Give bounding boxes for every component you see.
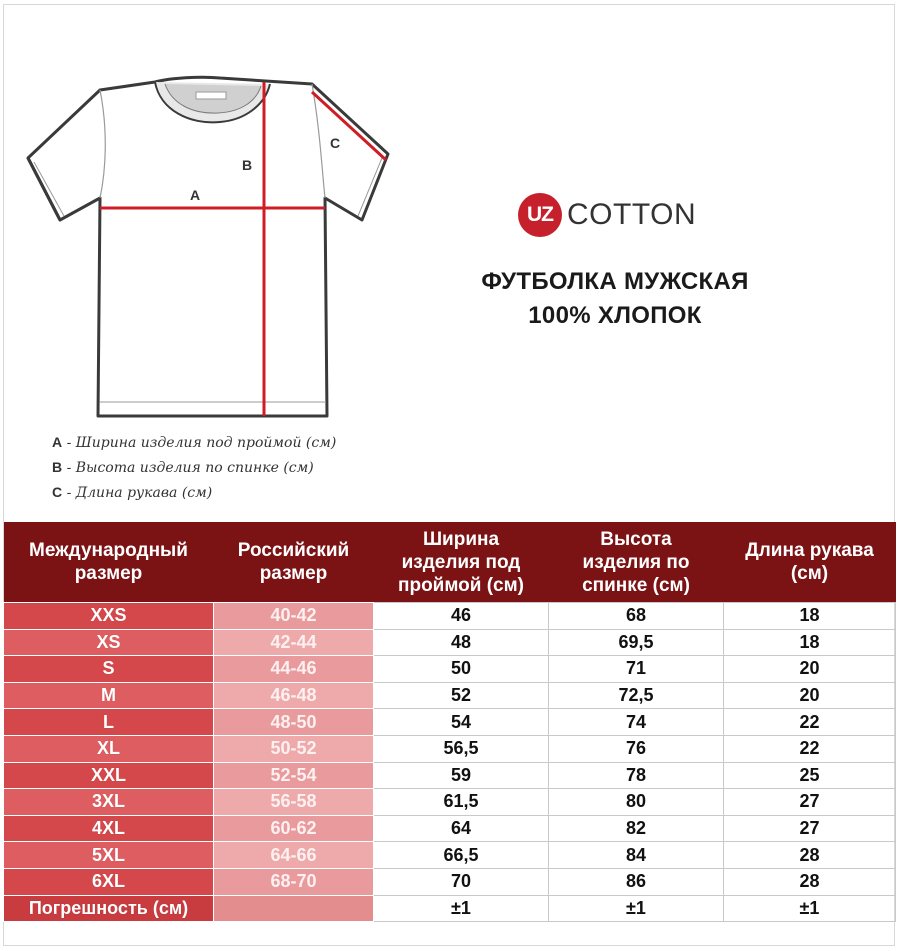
table-row (4, 656, 896, 683)
cell-tolerance-width: ±1 (374, 895, 549, 922)
cell-sleeve: 28 (724, 842, 896, 869)
cell-int-size: XS (4, 629, 214, 656)
table-row (4, 709, 896, 736)
table-row (4, 842, 896, 869)
cell-height: 74 (549, 709, 724, 736)
cell-sleeve: 22 (724, 709, 896, 736)
cell-int-size: S (4, 656, 214, 683)
cell-width: 66,5 (374, 842, 549, 869)
table-row (4, 735, 896, 762)
cell-tolerance-empty (214, 895, 374, 922)
cell-int-size: XXS (4, 603, 214, 630)
tshirt-diagram (20, 70, 400, 430)
cell-sleeve: 27 (724, 815, 896, 842)
cell-height: 84 (549, 842, 724, 869)
cell-height: 78 (549, 762, 724, 789)
cell-sleeve: 28 (724, 868, 896, 895)
cell-sleeve: 27 (724, 789, 896, 816)
cell-height: 76 (549, 735, 724, 762)
cell-ru-size: 44-46 (214, 656, 374, 683)
tolerance-row (4, 895, 896, 922)
cell-sleeve: 22 (724, 735, 896, 762)
table-row (4, 815, 896, 842)
header-height: Высота изделия по спинке (см) (549, 522, 724, 603)
cell-ru-size: 50-52 (214, 735, 374, 762)
cell-int-size: XXL (4, 762, 214, 789)
cell-int-size: 3XL (4, 789, 214, 816)
header-width: Ширина изделия под проймой (см) (374, 522, 549, 603)
cell-ru-size: 40-42 (214, 603, 374, 630)
cell-ru-size: 60-62 (214, 815, 374, 842)
cell-height: 69,5 (549, 629, 724, 656)
cell-tolerance-label: Погрешность (см) (4, 895, 214, 922)
cell-ru-size: 68-70 (214, 868, 374, 895)
cell-int-size: 4XL (4, 815, 214, 842)
legend-item-a: A - Ширина изделия под проймой (см) (52, 434, 337, 451)
table-row (4, 629, 896, 656)
measure-label-c: C (330, 135, 341, 151)
cell-width: 61,5 (374, 789, 549, 816)
cell-sleeve: 18 (724, 603, 896, 630)
cell-ru-size: 48-50 (214, 709, 374, 736)
cell-width: 48 (374, 629, 549, 656)
cell-sleeve: 25 (724, 762, 896, 789)
legend-item-c: C - Длина рукава (см) (52, 484, 213, 501)
brand-badge: UZ (518, 193, 562, 237)
table-row (4, 789, 896, 816)
cell-width: 54 (374, 709, 549, 736)
cell-tolerance-sleeve: ±1 (724, 895, 896, 922)
cell-int-size: M (4, 682, 214, 709)
size-table (3, 522, 896, 922)
cell-sleeve: 18 (724, 629, 896, 656)
cell-height: 82 (549, 815, 724, 842)
header-international-size: Международный размер (4, 522, 214, 603)
cell-height: 80 (549, 789, 724, 816)
cell-width: 59 (374, 762, 549, 789)
product-title: ФУТБОЛКА МУЖСКАЯ (481, 268, 749, 295)
cell-ru-size: 56-58 (214, 789, 374, 816)
tshirt-outline (28, 77, 388, 416)
cell-height: 72,5 (549, 682, 724, 709)
cell-ru-size: 46-48 (214, 682, 374, 709)
table-row (4, 682, 896, 709)
cell-ru-size: 64-66 (214, 842, 374, 869)
table-row (4, 762, 896, 789)
cell-int-size: L (4, 709, 214, 736)
cell-sleeve: 20 (724, 656, 896, 683)
cell-height: 68 (549, 603, 724, 630)
cell-width: 64 (374, 815, 549, 842)
cell-tolerance-height: ±1 (549, 895, 724, 922)
product-subtitle: 100% ХЛОПОК (528, 302, 702, 329)
cell-int-size: 6XL (4, 868, 214, 895)
table-row (4, 868, 896, 895)
cell-width: 52 (374, 682, 549, 709)
cell-sleeve: 20 (724, 682, 896, 709)
measurement-legend (52, 430, 336, 505)
cell-int-size: XL (4, 735, 214, 762)
cell-width: 56,5 (374, 735, 549, 762)
table-row (4, 603, 896, 630)
cell-ru-size: 52-54 (214, 762, 374, 789)
size-table-header (4, 522, 896, 603)
header-sleeve-length: Длина рукава (см) (724, 522, 896, 603)
cell-ru-size: 42-44 (214, 629, 374, 656)
header-russian-size: Российский размер (214, 522, 374, 603)
brand-logo (518, 190, 696, 240)
cell-int-size: 5XL (4, 842, 214, 869)
measure-label-b: B (242, 157, 253, 173)
cell-width: 50 (374, 656, 549, 683)
measure-label-a: A (190, 187, 201, 203)
legend-item-b: B - Высота изделия по спинке (см) (52, 459, 314, 476)
cell-width: 46 (374, 603, 549, 630)
cell-height: 71 (549, 656, 724, 683)
cell-height: 86 (549, 868, 724, 895)
cell-width: 70 (374, 868, 549, 895)
brand-name: COTTON (567, 198, 697, 231)
